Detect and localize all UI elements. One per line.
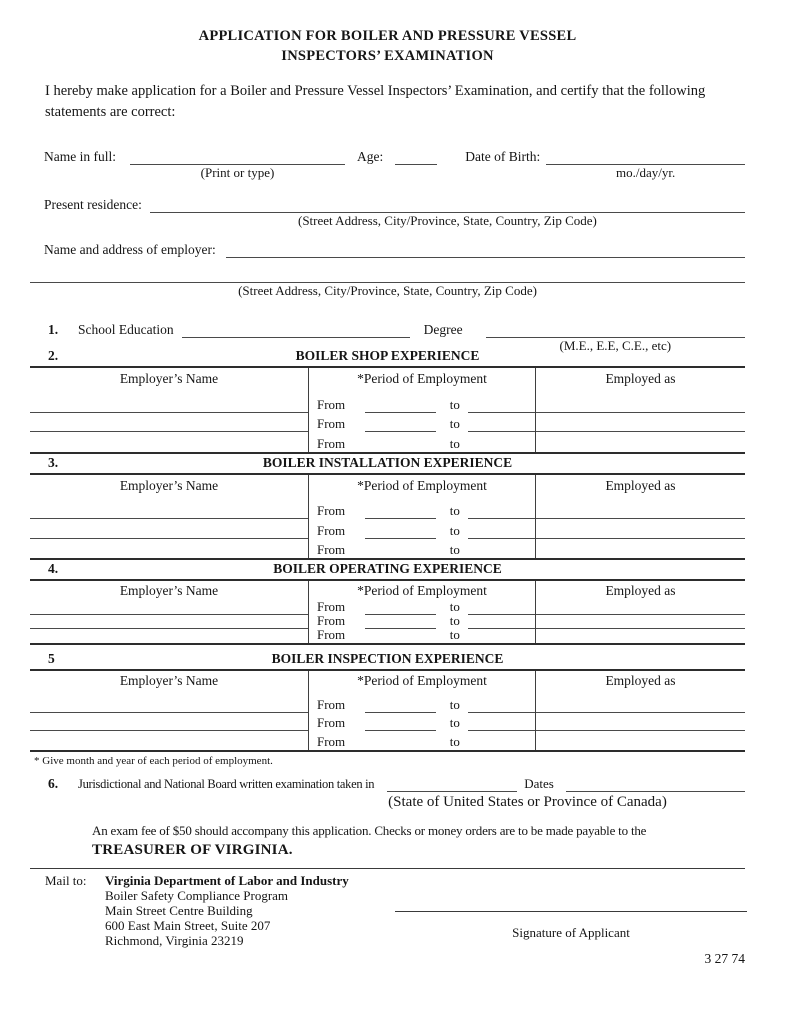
item1-number: 1. xyxy=(48,322,59,337)
from-label: From xyxy=(317,733,346,749)
employer-name-field[interactable] xyxy=(30,731,308,750)
mail-address-line: Richmond, Virginia 23219 xyxy=(105,932,244,948)
column-header-period: *Period of Employment xyxy=(357,673,487,688)
section-title: BOILER SHOP EXPERIENCE xyxy=(295,348,480,363)
period-row xyxy=(309,519,535,539)
to-label: to xyxy=(449,613,460,628)
period-row xyxy=(309,539,535,559)
from-date-field[interactable] xyxy=(365,450,436,452)
column-header-period: *Period of Employment xyxy=(357,477,487,493)
to-label: to xyxy=(449,715,460,730)
employer-value-line1[interactable] xyxy=(226,242,745,257)
mail-address-line: Virginia Department of Labor and Industry xyxy=(105,872,349,888)
name-in-full-value[interactable] xyxy=(130,149,345,164)
to-label: to xyxy=(449,733,460,749)
section-heading xyxy=(30,454,745,473)
experience-section-boiler-shop xyxy=(30,347,745,454)
column-header-employed-as: Employed as xyxy=(605,583,676,598)
employed-as-column xyxy=(536,671,745,750)
section-number: 2. xyxy=(48,348,59,363)
employer-name-field[interactable] xyxy=(30,413,308,433)
to-date-field[interactable] xyxy=(468,556,535,558)
examination-row xyxy=(30,775,745,792)
to-label: to xyxy=(449,599,460,614)
signature-field[interactable] xyxy=(395,911,747,913)
employer-address-hint: (Street Address, City/Province, State, Country, Zip Code) xyxy=(238,283,537,298)
section-number: 5 xyxy=(48,651,55,666)
employer-name-column xyxy=(30,368,308,452)
form-number: 3 27 74 xyxy=(704,950,745,966)
degree-value[interactable] xyxy=(486,322,745,337)
employed-as-field[interactable] xyxy=(536,713,745,732)
period-row xyxy=(309,731,535,750)
school-education-label: School Education xyxy=(78,322,174,337)
mail-to-section xyxy=(30,868,745,967)
form-title-line1: APPLICATION FOR BOILER AND PRESSURE VESSEL xyxy=(198,28,577,44)
employer-name-column xyxy=(30,671,308,750)
from-date-field[interactable] xyxy=(365,641,436,643)
to-label: to xyxy=(449,522,460,538)
experience-table xyxy=(30,366,745,454)
period-row xyxy=(309,432,535,452)
degree-label: Degree xyxy=(423,322,463,337)
school-education-field[interactable] xyxy=(182,322,410,338)
present-residence-label: Present residence: xyxy=(44,197,142,212)
mail-address-line: Main Street Centre Building xyxy=(105,902,253,918)
section-number: 4. xyxy=(48,561,59,576)
column-header-employed-as: Employed as xyxy=(605,371,676,386)
section-title: BOILER INSPECTION EXPERIENCE xyxy=(271,651,504,666)
experience-table xyxy=(30,669,745,752)
present-residence-field[interactable] xyxy=(150,197,745,228)
employer-name-field[interactable] xyxy=(30,615,308,629)
age-field[interactable] xyxy=(395,149,437,165)
mail-address-line: 600 East Main Street, Suite 207 xyxy=(105,917,271,933)
school-education-value[interactable] xyxy=(182,322,410,337)
employment-period-footnote: * Give month and year of each period of employment. xyxy=(34,754,273,767)
mail-address-line: Boiler Safety Compliance Program xyxy=(105,887,289,903)
employer-name-field[interactable] xyxy=(30,393,308,413)
employer-name-field[interactable] xyxy=(30,694,308,713)
column-header-employer-name: Employer’s Name xyxy=(119,371,219,386)
exam-fee-text: An exam fee of $50 should accompany this application. Checks or money orders are to be made payable to the xyxy=(92,822,647,838)
period-column xyxy=(308,368,536,452)
employed-as-field[interactable] xyxy=(536,615,745,629)
residence-address-hint: (Street Address, City/Province, State, Country, Zip Code) xyxy=(298,213,597,228)
item6-number: 6. xyxy=(48,775,59,791)
period-column xyxy=(308,671,536,750)
present-residence-row xyxy=(30,196,745,228)
from-label: From xyxy=(317,416,346,431)
employer-field-line2[interactable] xyxy=(30,281,745,298)
employed-as-field[interactable] xyxy=(536,629,745,643)
column-header-period: *Period of Employment xyxy=(357,371,487,386)
employed-as-field[interactable] xyxy=(536,694,745,713)
fee-payee: TREASURER OF VIRGINIA. xyxy=(92,841,293,858)
date-of-birth-value[interactable] xyxy=(546,149,745,164)
employer-name-field[interactable] xyxy=(30,432,308,452)
period-row xyxy=(309,629,535,643)
education-row xyxy=(30,321,745,353)
from-label: From xyxy=(317,627,346,642)
employed-as-field[interactable] xyxy=(536,432,745,452)
employed-as-field[interactable] xyxy=(536,539,745,559)
mail-to-address xyxy=(105,873,349,948)
to-label: to xyxy=(449,396,460,412)
name-age-dob-row xyxy=(30,148,745,180)
period-column xyxy=(308,475,536,559)
employed-as-column xyxy=(536,368,745,452)
to-label: to xyxy=(449,503,460,518)
from-label: From xyxy=(317,715,346,730)
experience-section-boiler-installation xyxy=(30,454,745,561)
exam-fee-note xyxy=(92,821,745,861)
period-row xyxy=(309,713,535,732)
experience-table xyxy=(30,473,745,561)
from-label: From xyxy=(317,696,346,712)
from-label: From xyxy=(317,599,346,614)
to-date-field[interactable] xyxy=(468,748,535,750)
employed-as-column xyxy=(536,475,745,559)
mail-to-label: Mail to: xyxy=(45,872,87,888)
experience-section-boiler-operating xyxy=(30,560,745,645)
to-label: to xyxy=(449,627,460,642)
employer-name-field[interactable] xyxy=(30,539,308,559)
form-title xyxy=(30,26,745,66)
name-in-full-label: Name in full: xyxy=(44,149,116,164)
age-label: Age: xyxy=(356,149,384,164)
form-title-line2: INSPECTORS’ EXAMINATION xyxy=(281,48,494,64)
section-title: BOILER OPERATING EXPERIENCE xyxy=(273,561,502,576)
employer-name-field[interactable] xyxy=(30,519,308,539)
from-date-field[interactable] xyxy=(365,748,436,750)
employed-as-field[interactable] xyxy=(536,731,745,750)
signature-caption: Signature of Applicant xyxy=(512,924,630,940)
date-of-birth-label: Date of Birth: xyxy=(465,149,541,164)
name-in-full-field[interactable] xyxy=(130,149,345,180)
column-header-employer-name: Employer’s Name xyxy=(119,583,219,598)
employer-label: Name and address of employer: xyxy=(44,242,216,257)
to-date-field[interactable] xyxy=(468,641,535,643)
to-label: to xyxy=(449,696,460,712)
from-label: From xyxy=(317,503,346,518)
from-label: From xyxy=(317,435,346,451)
age-value[interactable] xyxy=(395,149,437,164)
employed-as-field[interactable] xyxy=(536,601,745,615)
date-of-birth-field[interactable] xyxy=(546,149,745,180)
employer-name-field[interactable] xyxy=(30,629,308,643)
to-label: to xyxy=(449,542,460,557)
dates-label: Dates xyxy=(524,775,554,791)
period-row xyxy=(309,393,535,413)
period-row xyxy=(309,413,535,433)
period-column xyxy=(308,581,536,643)
present-residence-value[interactable] xyxy=(150,197,745,212)
employer-name-field[interactable] xyxy=(30,601,308,615)
section-heading xyxy=(30,650,745,669)
employer-field-line1[interactable] xyxy=(226,242,745,258)
to-date-field[interactable] xyxy=(468,450,535,452)
employer-name-field[interactable] xyxy=(30,713,308,732)
certification-statement: I hereby make application for a Boiler and Pressure Vessel Inspectors’ Examination, and certify that the following statements are correct: xyxy=(45,83,706,120)
examination-state-value[interactable] xyxy=(387,776,517,791)
column-header-employed-as: Employed as xyxy=(605,673,676,688)
column-header-period: *Period of Employment xyxy=(357,583,487,598)
section-heading xyxy=(30,560,745,579)
period-row xyxy=(309,694,535,713)
section-number: 3. xyxy=(48,454,59,470)
from-label: From xyxy=(317,542,346,557)
period-row xyxy=(309,500,535,520)
employed-as-field[interactable] xyxy=(536,393,745,413)
examination-dates-field[interactable] xyxy=(566,776,745,792)
employer-name-field[interactable] xyxy=(30,500,308,520)
column-header-employer-name: Employer’s Name xyxy=(119,477,219,493)
to-label: to xyxy=(449,416,460,431)
column-header-employer-name: Employer’s Name xyxy=(119,673,219,688)
column-header-employed-as: Employed as xyxy=(605,477,676,493)
from-label: From xyxy=(317,396,346,412)
state-or-province-hint: (State of United States or Province of Canada) xyxy=(388,793,667,810)
section-heading xyxy=(30,347,745,366)
employed-as-field[interactable] xyxy=(536,500,745,520)
from-label: From xyxy=(317,613,346,628)
from-label: From xyxy=(317,522,346,538)
employed-as-field[interactable] xyxy=(536,519,745,539)
to-label: to xyxy=(449,435,460,451)
examination-dates-value[interactable] xyxy=(566,776,745,791)
experience-section-boiler-inspection xyxy=(30,650,745,752)
from-date-field[interactable] xyxy=(365,556,436,558)
employer-name-column xyxy=(30,581,308,643)
examination-state-field[interactable] xyxy=(387,776,517,792)
section-title: BOILER INSTALLATION EXPERIENCE xyxy=(262,454,513,470)
employed-as-column xyxy=(536,581,745,643)
degree-field[interactable] xyxy=(486,322,745,353)
print-or-type-hint: (Print or type) xyxy=(200,165,275,180)
experience-table xyxy=(30,579,745,645)
signature-block xyxy=(395,911,747,941)
employer-name-column xyxy=(30,475,308,559)
date-format-hint: mo./day/yr. xyxy=(616,165,676,180)
employed-as-field[interactable] xyxy=(536,413,745,433)
examination-label: Jurisdictional and National Board written examination taken in xyxy=(78,776,375,791)
degree-examples-hint: (M.E., E.E, C.E., etc) xyxy=(559,338,672,353)
employer-row xyxy=(30,241,745,258)
